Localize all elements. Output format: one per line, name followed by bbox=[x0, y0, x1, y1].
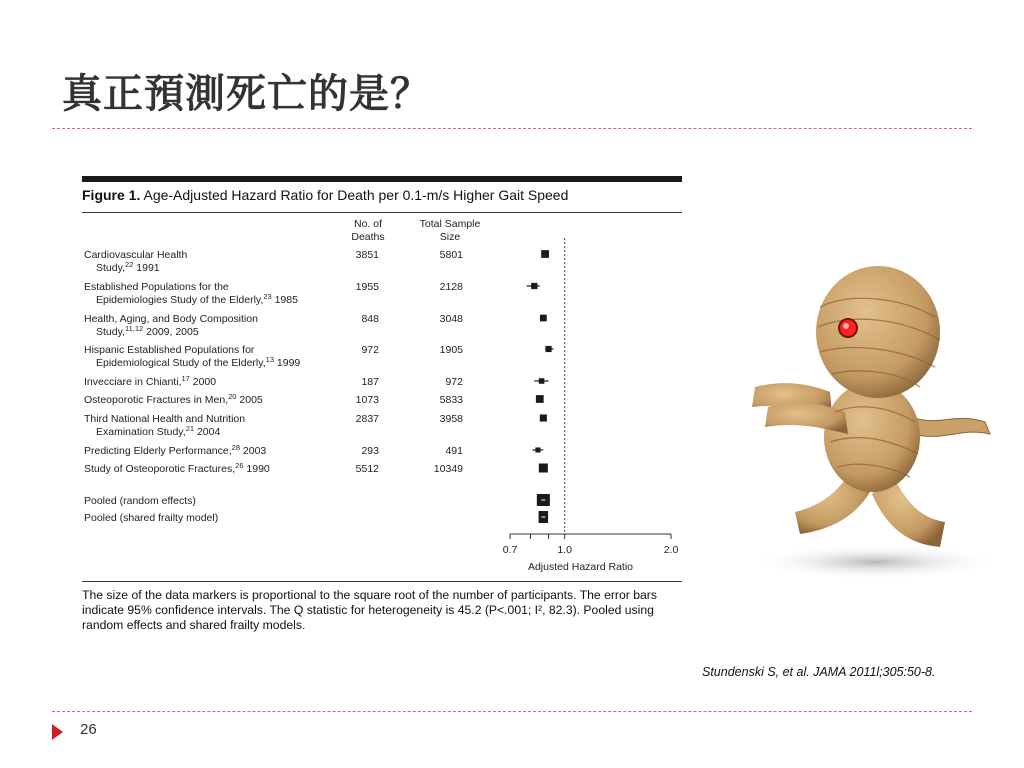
forest-plot bbox=[82, 176, 684, 576]
title-divider bbox=[52, 128, 972, 129]
study-label: Study,$^{11,12}$ 2009, 2005 bbox=[96, 324, 199, 338]
deaths-value: 187 bbox=[361, 376, 379, 388]
pooled-label: Pooled (random effects) bbox=[84, 495, 196, 507]
ground-shadow bbox=[750, 544, 1000, 580]
hazard-ratio-marker bbox=[539, 378, 545, 384]
deaths-value: 848 bbox=[361, 313, 379, 325]
sample-value: 3048 bbox=[439, 313, 463, 325]
hazard-ratio-marker bbox=[540, 315, 547, 322]
sample-column-header: Size bbox=[439, 231, 461, 243]
study-year: 2004 bbox=[194, 426, 221, 438]
study-year: 2003 bbox=[240, 445, 267, 457]
deaths-column-header: Deaths bbox=[351, 231, 385, 243]
x-axis-label: Adjusted Hazard Ratio bbox=[527, 561, 634, 573]
slide-title: 真正預測死亡的是？ bbox=[62, 71, 431, 117]
sample-value: 1905 bbox=[439, 344, 463, 356]
reference-superscript: 20 bbox=[228, 392, 237, 401]
study-label: Hispanic Established Populations for bbox=[84, 344, 255, 356]
reference-superscript: 17 bbox=[181, 374, 190, 383]
study-label: Study,$^{22}$ 1991 bbox=[96, 260, 160, 274]
x-tick-label: 0.7 bbox=[502, 544, 518, 556]
reference-superscript: 13 bbox=[265, 355, 274, 364]
figure-bottom-rule bbox=[82, 581, 682, 582]
sample-value: 2128 bbox=[439, 281, 463, 293]
deaths-value: 2837 bbox=[355, 413, 379, 425]
sample-value: 972 bbox=[445, 376, 463, 388]
study-label: Cardiovascular Health bbox=[84, 249, 188, 261]
mummy-head bbox=[816, 266, 940, 398]
study-label: Predicting Elderly Performance,$^{28}$ 2003 bbox=[84, 443, 267, 457]
study-label: Invecciare in Chianti,$^{17}$ 2000 bbox=[84, 374, 217, 388]
hazard-ratio-marker bbox=[535, 447, 540, 452]
x-tick-label: 1.0 bbox=[557, 544, 573, 556]
deaths-value: 1073 bbox=[355, 394, 379, 406]
study-year: 2005 bbox=[236, 394, 263, 406]
reference-superscript: 26 bbox=[235, 461, 244, 470]
hazard-ratio-marker bbox=[536, 395, 544, 403]
hazard-ratio-marker bbox=[545, 346, 551, 352]
deaths-value: 5512 bbox=[355, 463, 379, 475]
study-label: Third National Health and Nutrition bbox=[84, 413, 246, 425]
study-label: Examination Study,$^{21}$ 2004 bbox=[96, 424, 221, 438]
study-label: Epidemiological Study of the Elderly,$^{13}$ 1999 bbox=[96, 355, 301, 369]
study-label: Study of Osteoporotic Fractures,$^{26}$ 1990 bbox=[84, 461, 270, 475]
study-year: 2009, 2005 bbox=[143, 326, 199, 338]
sample-value: 5801 bbox=[439, 249, 463, 261]
bandage-tail bbox=[910, 417, 990, 436]
study-label: Health, Aging, and Body Composition bbox=[84, 313, 258, 325]
red-triangle-icon bbox=[52, 724, 63, 740]
reference-superscript: 11,12 bbox=[125, 324, 144, 333]
reference-superscript: 28 bbox=[231, 443, 240, 452]
sample-column-header: Total Sample bbox=[419, 218, 481, 230]
study-year: 1990 bbox=[243, 463, 270, 475]
hazard-ratio-marker bbox=[540, 414, 547, 421]
study-label: Epidemiologies Study of the Elderly,$^{23}$ 1985 bbox=[96, 292, 298, 306]
reference-superscript: 23 bbox=[263, 292, 272, 301]
study-year: 1985 bbox=[271, 294, 298, 306]
deaths-value: 293 bbox=[361, 445, 379, 457]
sample-value: 3958 bbox=[439, 413, 463, 425]
page-number: 26 bbox=[80, 721, 97, 738]
study-year: 1991 bbox=[133, 262, 160, 274]
footer-divider bbox=[52, 711, 972, 712]
deaths-value: 3851 bbox=[355, 249, 379, 261]
sample-value: 491 bbox=[445, 445, 463, 457]
study-label: Osteoporotic Fractures in Men,$^{20}$ 2005 bbox=[84, 392, 263, 406]
sample-value: 10349 bbox=[433, 463, 463, 475]
study-year: 1999 bbox=[274, 357, 301, 369]
pooled-label: Pooled (shared frailty model) bbox=[84, 512, 219, 524]
deaths-column-header: No. of bbox=[353, 218, 383, 230]
hazard-ratio-marker bbox=[539, 464, 548, 473]
hazard-ratio-marker bbox=[541, 250, 549, 258]
x-tick-label: 2.0 bbox=[663, 544, 679, 556]
sample-value: 5833 bbox=[439, 394, 463, 406]
study-year: 2000 bbox=[189, 376, 217, 388]
running-mummy-illustration bbox=[740, 262, 1000, 592]
hazard-ratio-marker bbox=[531, 283, 537, 289]
figure-note: The size of the data markers is proportional to the square root of the number of participants. The error bars indicate 95% confidence intervals. The Q statistic for heterogeneity is 45.2 (P<.001; I², 82.3). Pooled using random effects and shared frailty models. bbox=[82, 588, 657, 632]
figure-caption-text: Age-Adjusted Hazard Ratio for Death per 0.1-m/s Higher Gait Speed bbox=[143, 187, 569, 203]
reference-superscript: 22 bbox=[125, 260, 134, 269]
citation: Stundenski S, et al. JAMA 2011l;305:50-8. bbox=[702, 665, 936, 679]
deaths-value: 972 bbox=[361, 344, 379, 356]
study-label: Established Populations for the bbox=[84, 281, 229, 293]
forest-plot-figure bbox=[82, 176, 684, 636]
reference-superscript: 21 bbox=[185, 424, 195, 433]
deaths-value: 1955 bbox=[355, 281, 379, 293]
figure-caption-label: Figure 1. bbox=[82, 187, 141, 203]
